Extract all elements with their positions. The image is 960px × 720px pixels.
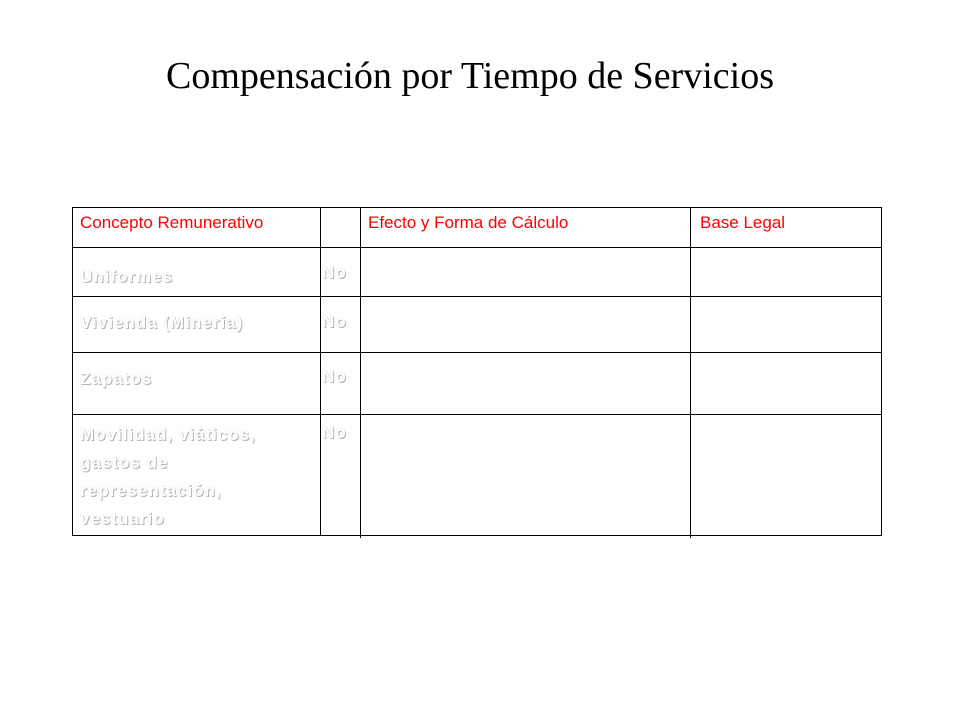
row-concepto: Zapatos bbox=[80, 369, 153, 388]
table-right-border bbox=[881, 207, 882, 536]
row-concepto: Vivienda (Minería) bbox=[80, 313, 244, 332]
column-divider bbox=[360, 207, 361, 538]
header-base: Base Legal bbox=[700, 213, 786, 232]
table-left-border bbox=[72, 207, 73, 536]
column-divider bbox=[690, 207, 691, 538]
table-top-border bbox=[72, 207, 882, 208]
row-flag: No bbox=[322, 312, 347, 331]
row-divider bbox=[72, 296, 882, 297]
row-flag: No bbox=[322, 423, 347, 442]
row-divider bbox=[72, 414, 882, 415]
row-divider bbox=[72, 352, 882, 353]
row-concepto: Movilidad, viáticos, gastos de representación, vestuario bbox=[80, 425, 256, 528]
row-flag: No bbox=[322, 367, 347, 386]
row-flag: No bbox=[322, 263, 347, 282]
slide-title: Compensación por Tiempo de Servicios bbox=[166, 55, 774, 97]
header-efecto: Efecto y Forma de Cálculo bbox=[368, 213, 569, 232]
row-concepto: Uniformes bbox=[80, 267, 174, 286]
table-bottom-border bbox=[72, 535, 882, 536]
row-divider bbox=[72, 247, 882, 248]
header-concepto: Concepto Remunerativo bbox=[80, 213, 264, 232]
concept-table bbox=[72, 207, 882, 538]
column-divider bbox=[320, 207, 321, 536]
